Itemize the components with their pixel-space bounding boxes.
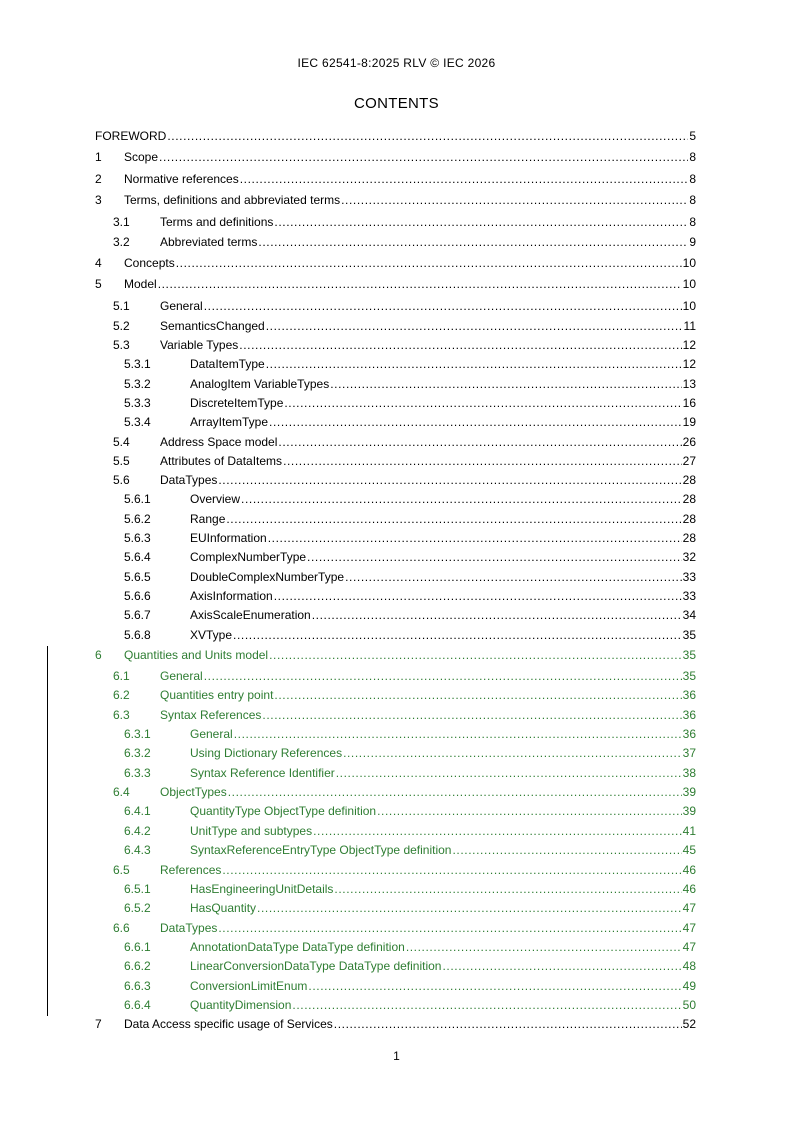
toc-entry-number: 5.6 bbox=[113, 473, 130, 487]
toc-entry-number: 6.6.2 bbox=[124, 959, 151, 973]
toc-entry-title: General bbox=[160, 669, 203, 683]
toc-entry-number: 3.2 bbox=[113, 235, 130, 249]
toc-entry-page: 36 bbox=[682, 708, 696, 722]
toc-entry-page: 8 bbox=[689, 215, 696, 229]
toc-entry-number: 6.3.2 bbox=[124, 746, 151, 760]
toc-entry-title: General bbox=[190, 727, 233, 741]
toc-leader-dots bbox=[312, 606, 682, 624]
toc-entry-page: 33 bbox=[682, 589, 696, 603]
toc-entry-page: 41 bbox=[682, 824, 696, 838]
toc-leader-dots bbox=[269, 646, 682, 664]
toc-leader-dots bbox=[204, 297, 682, 315]
toc-entry[interactable] bbox=[0, 548, 793, 566]
toc-entry-number: 6.6.1 bbox=[124, 940, 151, 954]
toc-entry-page: 19 bbox=[682, 415, 696, 429]
toc-entry[interactable] bbox=[0, 646, 793, 664]
toc-entry-title: FOREWORD bbox=[95, 129, 167, 143]
toc-entry-page: 11 bbox=[683, 319, 696, 333]
toc-leader-dots bbox=[176, 254, 682, 272]
toc-entry-number: 6.5.1 bbox=[124, 882, 151, 896]
toc-entry-number: 5.5 bbox=[113, 454, 130, 468]
toc-entry[interactable] bbox=[0, 529, 793, 547]
toc-entry[interactable] bbox=[0, 667, 793, 685]
toc-entry-page: 28 bbox=[682, 512, 696, 526]
toc-entry-number: 5.3.3 bbox=[124, 396, 151, 410]
toc-entry-page: 39 bbox=[682, 785, 696, 799]
toc-entry[interactable] bbox=[0, 764, 793, 782]
toc-entry-page: 35 bbox=[682, 628, 696, 642]
toc-entry-title: HasEngineeringUnitDetails bbox=[190, 882, 334, 896]
toc-entry[interactable] bbox=[0, 452, 793, 470]
toc-entry-page: 35 bbox=[682, 648, 696, 662]
toc-entry-number: 5.6.7 bbox=[124, 608, 151, 622]
toc-entry-number: 5.6.1 bbox=[124, 492, 151, 506]
toc-entry-title: DiscreteItemType bbox=[190, 396, 284, 410]
toc-entry[interactable] bbox=[0, 394, 793, 412]
toc-entry-number: 6.6 bbox=[113, 921, 130, 935]
toc-entry-page: 49 bbox=[682, 979, 696, 993]
toc-entry-number: 5.3.1 bbox=[124, 357, 151, 371]
toc-leader-dots bbox=[258, 233, 688, 251]
toc-entry-number: 6.5.2 bbox=[124, 901, 151, 915]
toc-entry[interactable] bbox=[0, 919, 793, 937]
toc-entry-number: 6.4.1 bbox=[124, 804, 151, 818]
toc-entry-page: 28 bbox=[682, 492, 696, 506]
toc-entry[interactable] bbox=[0, 336, 793, 354]
toc-entry[interactable] bbox=[0, 587, 793, 605]
toc-entry-page: 12 bbox=[682, 338, 696, 352]
toc-entry-title: HasQuantity bbox=[190, 901, 257, 915]
toc-entry-title: EUInformation bbox=[190, 531, 267, 545]
toc-entry-page: 46 bbox=[682, 882, 696, 896]
toc-entry-title: Variable Types bbox=[160, 338, 239, 352]
toc-entry-title: Terms and definitions bbox=[160, 215, 274, 229]
toc-entry-page: 10 bbox=[682, 299, 696, 313]
toc-entry-title: QuantityDimension bbox=[190, 998, 292, 1012]
toc-leader-dots bbox=[268, 529, 682, 547]
toc-entry-number: 5.6.4 bbox=[124, 550, 151, 564]
toc-entry[interactable] bbox=[0, 861, 793, 879]
toc-entry-page: 13 bbox=[682, 377, 696, 391]
toc-entry-title: AxisInformation bbox=[190, 589, 273, 603]
toc-entry[interactable] bbox=[0, 170, 793, 188]
toc-entry-number: 5.6.5 bbox=[124, 570, 151, 584]
toc-entry-number: 5.3.2 bbox=[124, 377, 151, 391]
toc-entry[interactable] bbox=[0, 510, 793, 528]
toc-entry[interactable] bbox=[0, 148, 793, 166]
toc-leader-dots bbox=[377, 802, 682, 820]
toc-entry-number: 5.6.6 bbox=[124, 589, 151, 603]
toc-leader-dots bbox=[406, 938, 682, 956]
toc-entry-title: ComplexNumberType bbox=[190, 550, 307, 564]
toc-entry-page: 32 bbox=[682, 550, 696, 564]
toc-entry-title: SemanticsChanged bbox=[160, 319, 265, 333]
toc-entry-page: 35 bbox=[682, 669, 696, 683]
toc-entry-title: ObjectTypes bbox=[160, 785, 227, 799]
toc-entry-page: 48 bbox=[682, 959, 696, 973]
toc-entry-page: 10 bbox=[682, 277, 696, 291]
document-header: IEC 62541-8:2025 RLV © IEC 2026 bbox=[297, 56, 496, 70]
toc-entry[interactable] bbox=[0, 899, 793, 917]
toc-leader-dots bbox=[167, 127, 688, 145]
toc-entry[interactable] bbox=[0, 471, 793, 489]
toc-entry[interactable] bbox=[0, 433, 793, 451]
toc-entry[interactable] bbox=[0, 626, 793, 644]
toc-entry[interactable] bbox=[0, 977, 793, 995]
toc-leader-dots bbox=[218, 471, 681, 489]
toc-entry[interactable] bbox=[0, 725, 793, 743]
toc-entry[interactable] bbox=[0, 233, 793, 251]
toc-entry-page: 16 bbox=[682, 396, 696, 410]
toc-entry-title: Scope bbox=[124, 150, 159, 164]
toc-leader-dots bbox=[222, 861, 681, 879]
toc-entry[interactable] bbox=[0, 191, 793, 209]
toc-leader-dots bbox=[274, 587, 682, 605]
toc-entry-title: References bbox=[160, 863, 222, 877]
toc-entry-title: AnnotationDataType DataType definition bbox=[190, 940, 405, 954]
toc-entry-title: DataItemType bbox=[190, 357, 265, 371]
toc-leader-dots bbox=[241, 490, 682, 508]
toc-entry-number: 6.4.3 bbox=[124, 843, 151, 857]
toc-entry[interactable] bbox=[0, 254, 793, 272]
toc-entry-title: Terms, definitions and abbreviated terms bbox=[124, 193, 341, 207]
toc-entry-title: SyntaxReferenceEntryType ObjectType definition bbox=[190, 843, 452, 857]
toc-entry-number: 5 bbox=[95, 277, 102, 291]
toc-entry[interactable] bbox=[0, 996, 793, 1014]
toc-leader-dots bbox=[278, 433, 681, 451]
toc-entry[interactable] bbox=[0, 355, 793, 373]
toc-entry-number: 6.4.2 bbox=[124, 824, 151, 838]
toc-entry-title: DataTypes bbox=[160, 921, 218, 935]
toc-entry-title: DataTypes bbox=[160, 473, 218, 487]
toc-entry-number: 5.6.3 bbox=[124, 531, 151, 545]
toc-entry-number: 2 bbox=[95, 172, 102, 186]
toc-entry-number: 5.6.2 bbox=[124, 512, 151, 526]
toc-leader-dots bbox=[345, 568, 682, 586]
toc-entry-page: 33 bbox=[682, 570, 696, 584]
toc-leader-dots bbox=[266, 355, 682, 373]
toc-entry-page: 8 bbox=[689, 150, 696, 164]
toc-leader-dots bbox=[257, 899, 682, 917]
toc-entry-title: QuantityType ObjectType definition bbox=[190, 804, 377, 818]
toc-leader-dots bbox=[307, 548, 682, 566]
toc-entry-title: ConversionLimitEnum bbox=[190, 979, 308, 993]
toc-leader-dots bbox=[341, 191, 688, 209]
toc-entry-page: 12 bbox=[682, 357, 696, 371]
toc-entry-number: 3.1 bbox=[113, 215, 130, 229]
toc-leader-dots bbox=[330, 375, 681, 393]
toc-entry[interactable] bbox=[0, 957, 793, 975]
toc-entry-title: AnalogItem VariableTypes bbox=[190, 377, 330, 391]
toc-leader-dots bbox=[343, 744, 682, 762]
toc-entry-page: 39 bbox=[682, 804, 696, 818]
toc-leader-dots bbox=[233, 626, 682, 644]
toc-entry-page: 52 bbox=[682, 1017, 696, 1031]
toc-entry-number: 6.3.3 bbox=[124, 766, 151, 780]
toc-entry[interactable] bbox=[0, 317, 793, 335]
toc-entry-number: 6.5 bbox=[113, 863, 130, 877]
toc-entry-number: 3 bbox=[95, 193, 102, 207]
toc-leader-dots bbox=[274, 213, 688, 231]
page-number: 1 bbox=[393, 1049, 400, 1063]
toc-entry-title: Range bbox=[190, 512, 226, 526]
toc-leader-dots bbox=[240, 170, 689, 188]
toc-entry[interactable] bbox=[0, 490, 793, 508]
toc-entry-number: 1 bbox=[95, 150, 102, 164]
toc-leader-dots bbox=[218, 919, 681, 937]
toc-entry-title: Quantities and Units model bbox=[124, 648, 269, 662]
toc-entry-number: 6.6.4 bbox=[124, 998, 151, 1012]
toc-leader-dots bbox=[239, 336, 681, 354]
toc-entry-page: 10 bbox=[682, 256, 696, 270]
toc-entry-number: 6.3 bbox=[113, 708, 130, 722]
toc-leader-dots bbox=[226, 510, 681, 528]
toc-entry[interactable] bbox=[0, 841, 793, 859]
toc-entry-title: Data Access specific usage of Services bbox=[124, 1017, 333, 1031]
toc-leader-dots bbox=[266, 317, 683, 335]
toc-leader-dots bbox=[313, 822, 682, 840]
toc-entry-page: 47 bbox=[682, 901, 696, 915]
toc-entry-page: 50 bbox=[682, 998, 696, 1012]
toc-entry-number: 6.6.3 bbox=[124, 979, 151, 993]
toc-entry-page: 46 bbox=[682, 863, 696, 877]
toc-entry-number: 4 bbox=[95, 256, 102, 270]
toc-entry-title: Syntax Reference Identifier bbox=[190, 766, 335, 780]
toc-entry-page: 28 bbox=[682, 473, 696, 487]
toc-entry-page: 34 bbox=[682, 608, 696, 622]
toc-entry[interactable] bbox=[0, 880, 793, 898]
toc-leader-dots bbox=[234, 725, 682, 743]
toc-entry-number: 5.3.4 bbox=[124, 415, 151, 429]
toc-entry-number: 6.1 bbox=[113, 669, 130, 683]
toc-leader-dots bbox=[158, 275, 682, 293]
toc-leader-dots bbox=[334, 880, 681, 898]
toc-entry[interactable] bbox=[0, 783, 793, 801]
toc-entry-title: Attributes of DataItems bbox=[160, 454, 283, 468]
toc-entry[interactable] bbox=[0, 706, 793, 724]
toc-entry-number: 5.4 bbox=[113, 435, 130, 449]
toc-entry-number: 6.4 bbox=[113, 785, 130, 799]
toc-entry-number: 6.2 bbox=[113, 688, 130, 702]
toc-entry-page: 45 bbox=[682, 843, 696, 857]
toc-entry[interactable] bbox=[0, 413, 793, 431]
toc-entry[interactable] bbox=[0, 802, 793, 820]
toc-leader-dots bbox=[274, 686, 681, 704]
change-bar bbox=[47, 646, 48, 1016]
toc-leader-dots bbox=[228, 783, 682, 801]
toc-leader-dots bbox=[269, 413, 682, 431]
toc-leader-dots bbox=[159, 148, 688, 166]
toc-entry-page: 5 bbox=[689, 129, 696, 143]
toc-entry-title: Normative references bbox=[124, 172, 239, 186]
toc-leader-dots bbox=[308, 977, 681, 995]
toc-entry-number: 6.3.1 bbox=[124, 727, 151, 741]
toc-entry-title: General bbox=[160, 299, 203, 313]
toc-leader-dots bbox=[336, 764, 682, 782]
toc-entry-page: 36 bbox=[682, 688, 696, 702]
toc-entry-page: 38 bbox=[682, 766, 696, 780]
toc-entry[interactable] bbox=[0, 375, 793, 393]
toc-entry-page: 36 bbox=[682, 727, 696, 741]
toc-entry[interactable] bbox=[0, 822, 793, 840]
toc-entry-page: 28 bbox=[682, 531, 696, 545]
toc-entry-title: LinearConversionDataType DataType definition bbox=[190, 959, 442, 973]
page-title: CONTENTS bbox=[354, 95, 439, 112]
toc-entry-title: Model bbox=[124, 277, 157, 291]
toc-entry[interactable] bbox=[0, 297, 793, 315]
toc-leader-dots bbox=[292, 996, 681, 1014]
toc-entry[interactable] bbox=[0, 938, 793, 956]
toc-entry-title: Concepts bbox=[124, 256, 175, 270]
toc-leader-dots bbox=[284, 394, 681, 412]
toc-entry[interactable] bbox=[0, 686, 793, 704]
toc-leader-dots bbox=[452, 841, 681, 859]
toc-entry-title: Syntax References bbox=[160, 708, 262, 722]
toc-entry-number: 5.6.8 bbox=[124, 628, 151, 642]
toc-entry-title: Quantities entry point bbox=[160, 688, 274, 702]
toc-entry-page: 8 bbox=[689, 172, 696, 186]
toc-entry-number: 5.1 bbox=[113, 299, 130, 313]
toc-entry-page: 9 bbox=[689, 235, 696, 249]
toc-entry[interactable] bbox=[0, 606, 793, 624]
toc-entry-page: 47 bbox=[682, 921, 696, 935]
toc-entry-page: 26 bbox=[682, 435, 696, 449]
toc-entry-page: 47 bbox=[682, 940, 696, 954]
toc-leader-dots bbox=[442, 957, 681, 975]
toc-entry-title: AxisScaleEnumeration bbox=[190, 608, 311, 622]
toc-entry[interactable] bbox=[0, 1015, 793, 1033]
toc-entry[interactable] bbox=[0, 568, 793, 586]
toc-leader-dots bbox=[334, 1015, 682, 1033]
toc-entry[interactable] bbox=[0, 213, 793, 231]
toc-entry-title: XVType bbox=[190, 628, 233, 642]
toc-entry-page: 8 bbox=[689, 193, 696, 207]
toc-entry-title: Using Dictionary References bbox=[190, 746, 343, 760]
toc-entry-title: UnitType and subtypes bbox=[190, 824, 313, 838]
toc-entry-title: DoubleComplexNumberType bbox=[190, 570, 345, 584]
toc-leader-dots bbox=[262, 706, 681, 724]
toc-entry[interactable] bbox=[0, 744, 793, 762]
toc-entry-number: 6 bbox=[95, 648, 102, 662]
toc-entry-number: 5.2 bbox=[113, 319, 130, 333]
toc-leader-dots bbox=[283, 452, 682, 470]
toc-entry-number: 7 bbox=[95, 1017, 102, 1031]
toc-entry-page: 27 bbox=[682, 454, 696, 468]
toc-entry-title: ArrayItemType bbox=[190, 415, 269, 429]
toc-entry[interactable] bbox=[0, 275, 793, 293]
toc-entry-title: Abbreviated terms bbox=[160, 235, 258, 249]
toc-entry[interactable] bbox=[0, 127, 793, 145]
toc-entry-title: Overview bbox=[190, 492, 241, 506]
toc-entry-title: Address Space model bbox=[160, 435, 278, 449]
toc-leader-dots bbox=[204, 667, 682, 685]
toc-entry-page: 37 bbox=[682, 746, 696, 760]
toc-entry-number: 5.3 bbox=[113, 338, 130, 352]
